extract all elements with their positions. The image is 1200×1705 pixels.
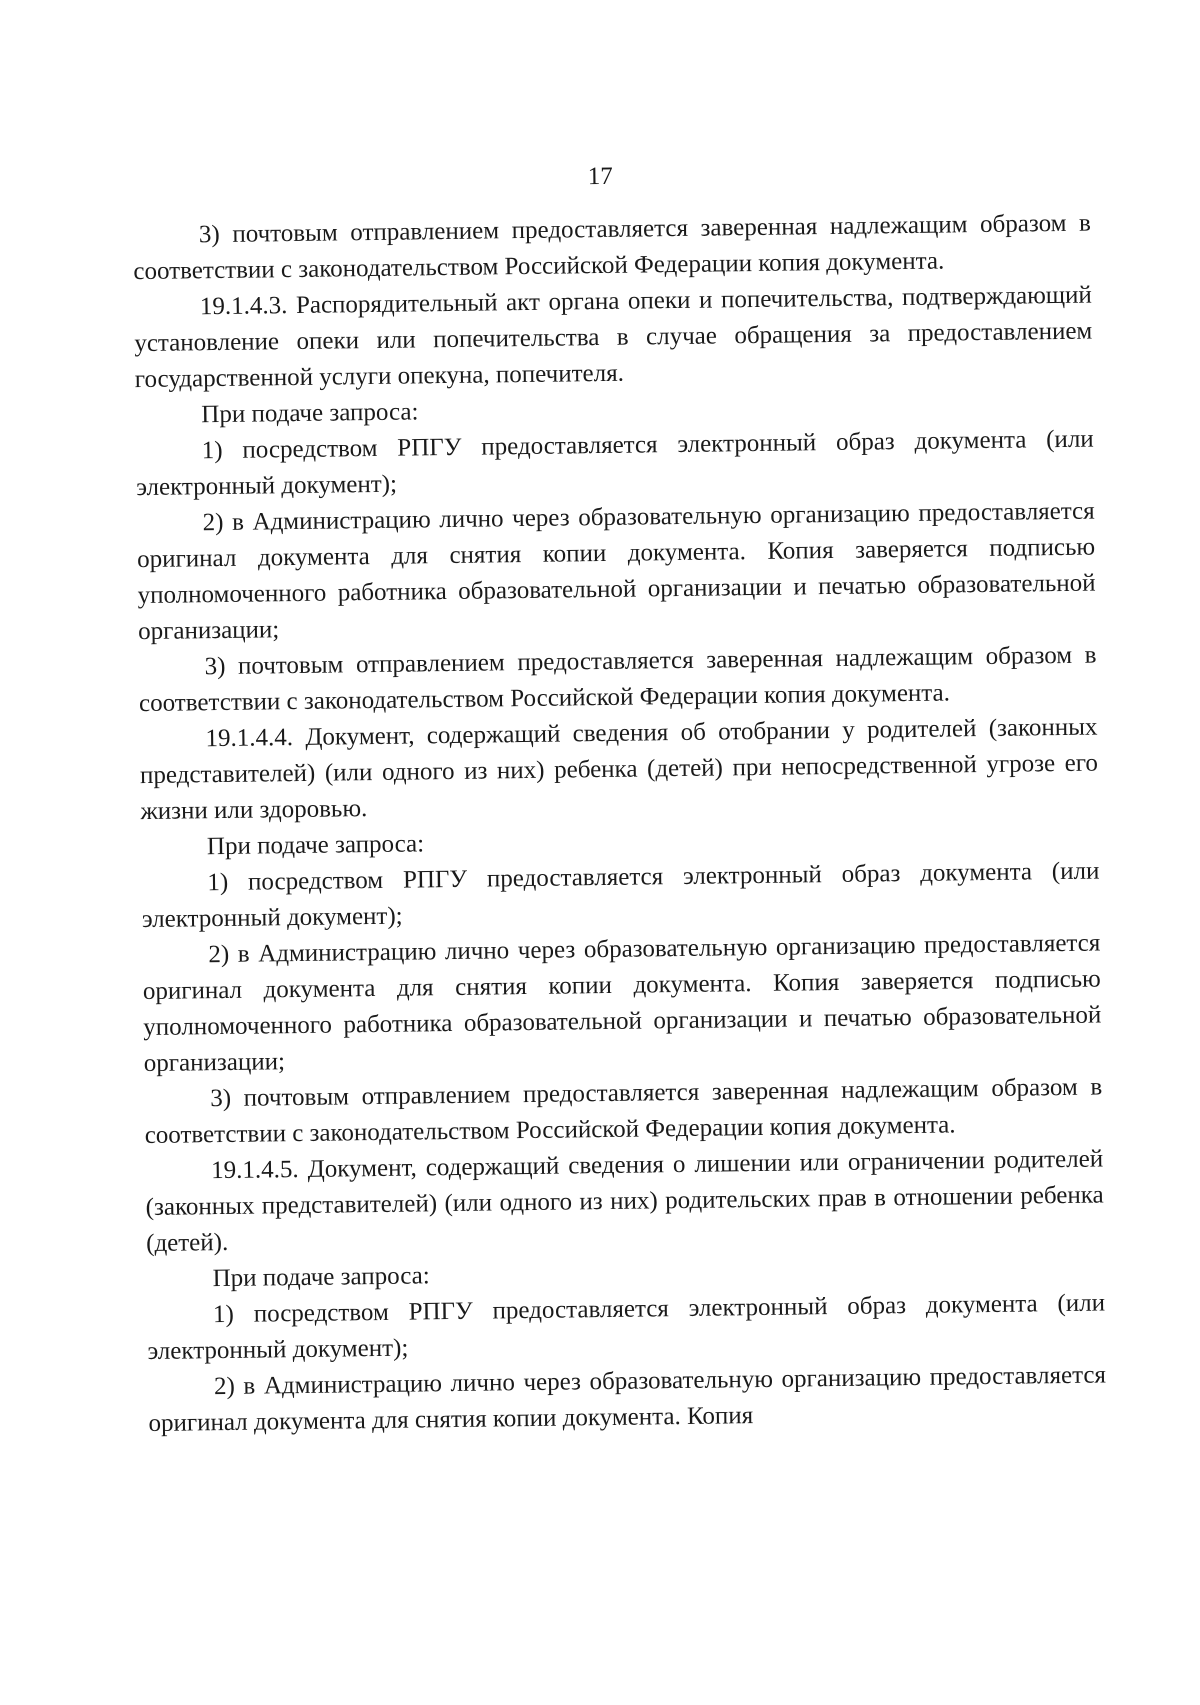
paragraph-item-2-administration: 2) в Администрацию лично через образовательную организацию предоставляется оригинал документа для снятия копии документа. Копия заверяется подписью уполномоченного работника образовательной организации и печатью образовательной организации; (137, 497, 1096, 646)
paragraph-item-3-postal: 3) почтовым отправлением предоставляется заверенная надлежащим образом в соответствии с законодательством Российской Федерации копия документа. (144, 1073, 1103, 1150)
paragraph-item-1-rpgu: 1) посредством РПГУ предоставляется электронный образ документа (или электронный документ); (136, 425, 1094, 502)
document-body (133, 206, 1107, 1442)
paragraph-submission-intro: При подаче запроса: (201, 398, 419, 429)
paragraph-item-2-administration: 2) в Администрацию лично через образовательную организацию предоставляется оригинал документа для снятия копии документа. Копия заверяется подписью уполномоченного работника образовательной организации и печатью образовательной организации; (142, 929, 1102, 1078)
page-number: 17 (587, 162, 613, 191)
section-heading-19-1-4-5: 19.1.4.5. Документ, содержащий сведения о лишении или ограничении родителей (законных представителей) (или одного из них) родительских прав в отношении ребенка (детей). (145, 1145, 1104, 1258)
paragraph-submission-intro: При подаче запроса: (212, 1262, 430, 1293)
paragraph-item-2-administration: 2) в Администрацию лично через образовательную организацию предоставляется оригинал документа для снятия копии документа. Копия (148, 1361, 1107, 1438)
section-heading-19-1-4-4: 19.1.4.4. Документ, содержащий сведения об отобрании у родителей (законных представителей) (или одного из них) ребенка (детей) при непосредственной угрозе его жизни или здоровью. (139, 713, 1099, 826)
paragraph-item-3-postal: 3) почтовым отправлением предоставляется заверенная надлежащим образом в соответствии с законодательством Российской Федерации копия документа. (133, 209, 1092, 286)
paragraph-submission-intro: При подаче запроса: (206, 830, 425, 861)
paragraph-item-3-postal: 3) почтовым отправлением предоставляется заверенная надлежащим образом в соответствии с законодательством Российской Федерации копия документа. (138, 641, 1097, 718)
paragraph-item-1-rpgu: 1) посредством РПГУ предоставляется электронный образ документа (или электронный документ); (141, 857, 1100, 934)
section-heading-19-1-4-3: 19.1.4.3. Распорядительный акт органа опеки и попечительства, подтверждающий установление опеки или попечительства в случае обращения за предоставлением государственной услуги опекуна, попечителя. (134, 281, 1093, 394)
paragraph-item-1-rpgu: 1) посредством РПГУ предоставляется электронный образ документа (или электронный документ); (147, 1289, 1106, 1366)
